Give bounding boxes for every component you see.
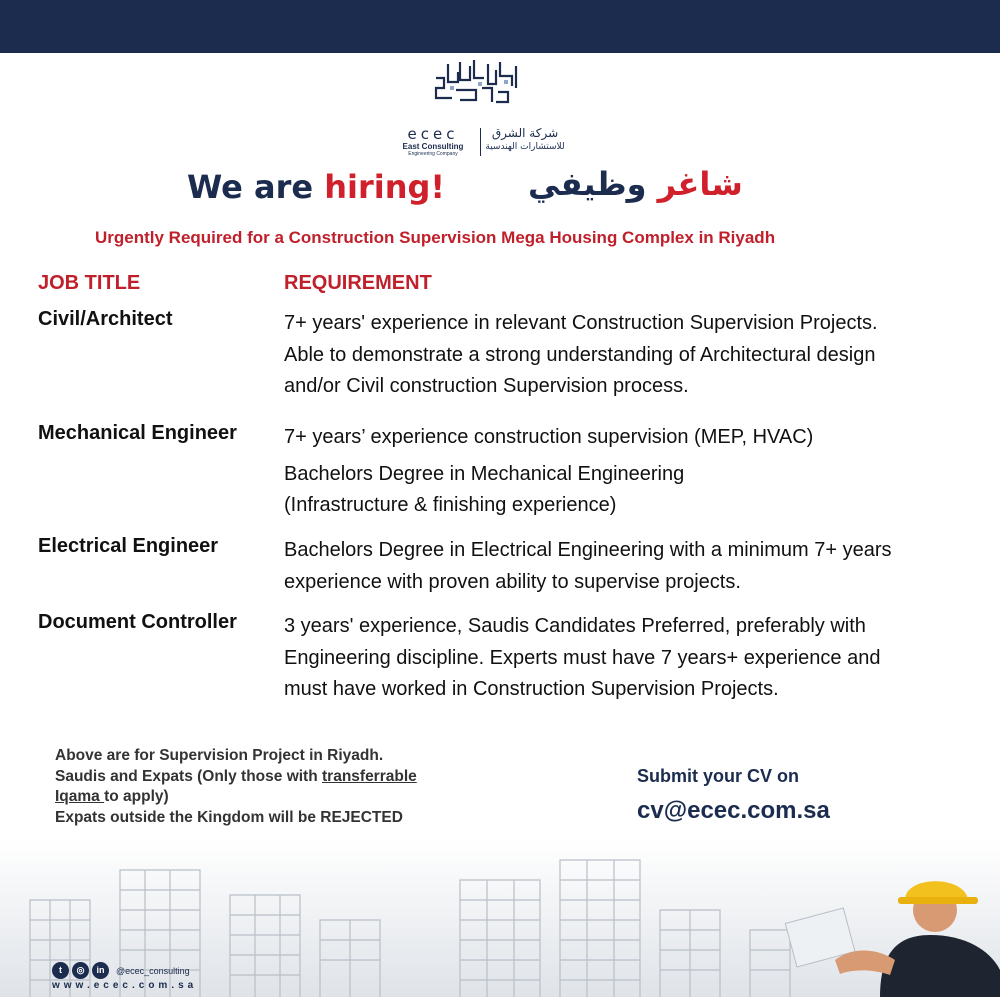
urgent-requirement-line: Urgently Required for a Construction Supervision Mega Housing Complex in Riyadh <box>95 228 776 247</box>
job-requirement <box>284 611 984 706</box>
column-header-requirement: REQUIREMENT <box>284 272 432 294</box>
social-media-links <box>52 962 190 979</box>
requirement-line: must have worked in Construction Supervision Projects. <box>284 678 779 700</box>
requirement-line: 3 years' experience, Saudis Candidates Preferred, preferably with <box>284 615 866 637</box>
requirement-line: and/or Civil construction Supervision process. <box>284 375 689 397</box>
note-line <box>55 787 417 808</box>
linkedin-icon[interactable]: in <box>92 962 109 979</box>
company-logo <box>390 58 570 158</box>
requirement-line: 7+ years’ experience construction supervision (MEP, HVAC) <box>284 426 814 448</box>
top-banner <box>0 0 1000 53</box>
job-requirement <box>284 422 984 522</box>
logo-mark-text: ecec <box>407 125 459 143</box>
instagram-icon[interactable]: ◎ <box>72 962 89 979</box>
hiring-headline <box>187 168 445 206</box>
requirement-line: 7+ years' experience in relevant Construction Supervision Projects. <box>284 312 878 334</box>
job-requirement <box>284 535 984 598</box>
twitter-icon[interactable]: t <box>52 962 69 979</box>
requirement-line: Bachelors Degree in Mechanical Engineering <box>284 462 685 485</box>
logo-arabic-sub: للاستشارات الهندسية <box>485 142 565 152</box>
note-underlined-text: transferrable <box>322 767 417 785</box>
requirement-line: experience with proven ability to supervise projects. <box>284 570 741 593</box>
requirement-line: Bachelors Degree in Electrical Engineering with a minimum 7+ years <box>284 539 892 561</box>
note-text: to apply) <box>104 788 169 805</box>
arabic-headline-red: شاغر <box>657 165 743 203</box>
note-line: Expats outside the Kingdom will be REJECTED <box>55 808 403 826</box>
logo-arabic-text <box>485 126 565 153</box>
eligibility-notes <box>55 746 417 828</box>
headline-we-are: We are <box>187 168 325 206</box>
logo-company-name: East Consulting <box>402 142 464 151</box>
website-url[interactable]: www.ecec.com.sa <box>52 980 198 991</box>
requirement-line: (Infrastructure & finishing experience) <box>284 494 617 516</box>
logo-company-sub: Engineering Company <box>408 151 458 157</box>
logo-arabic-name: شركة الشرق <box>491 126 559 140</box>
column-header-job-title: JOB TITLE <box>38 272 141 294</box>
arabic-headline-dark: وظيفي <box>528 165 647 203</box>
social-handle[interactable]: @ecec_consulting <box>116 965 190 976</box>
note-underlined-text: Iqama <box>55 788 105 805</box>
submit-cv-label: Submit your CV on <box>637 766 799 786</box>
job-title: Mechanical Engineer <box>38 422 237 444</box>
submit-cv-email[interactable]: cv@ecec.com.sa <box>637 797 830 824</box>
logo-divider <box>480 128 481 156</box>
note-line <box>55 767 417 788</box>
job-requirement <box>284 308 984 403</box>
requirement-line: Engineering discipline. Experts must have 7 years+ experience and <box>284 646 881 669</box>
note-text: Saudis and Expats (Only those with <box>55 767 322 785</box>
job-title: Civil/Architect <box>38 308 173 330</box>
arabic-headline <box>528 165 743 203</box>
job-title: Electrical Engineer <box>38 535 219 557</box>
requirement-line: Able to demonstrate a strong understanding of Architectural design <box>284 343 876 366</box>
logo-latin-text <box>390 126 476 157</box>
logo-mark-icon <box>430 58 526 106</box>
job-title: Document Controller <box>38 611 237 633</box>
headline-hiring: hiring! <box>324 168 445 206</box>
note-line: Above are for Supervision Project in Riyadh. <box>55 747 384 764</box>
